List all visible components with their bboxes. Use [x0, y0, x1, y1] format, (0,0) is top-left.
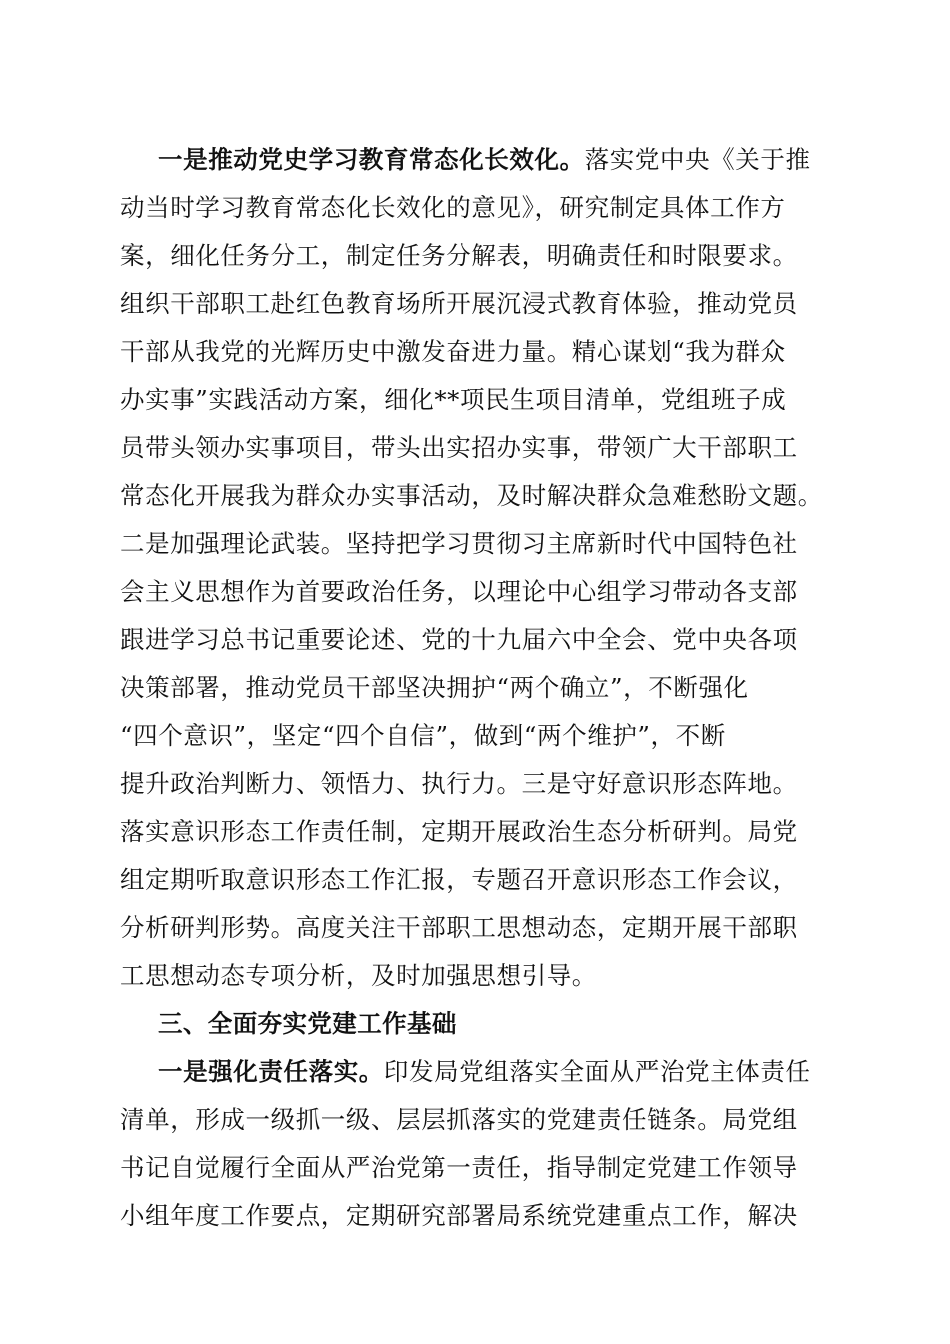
paragraph-1-line: 干部从我党的光辉历史中激发奋进力量。精心谋划“我为群众 [120, 337, 786, 366]
paragraph-1-line: 分析研判形势。高度关注干部职工思想动态，定期开展干部职 [120, 913, 798, 942]
paragraph-1-line-1 [158, 140, 870, 180]
paragraph-1-lead: 一是推动党史学习教育常态化长效化。 [158, 145, 585, 174]
paragraph-2-line: 清单，形成一级抓一级、层层抓落实的党建责任链条。局党组 [120, 1105, 798, 1134]
section-heading-3: 三、全面夯实党建工作基础 [158, 1009, 457, 1038]
paragraph-1-line: 组定期听取意识形态工作汇报，专题召开意识形态工作会议， [120, 865, 798, 894]
paragraph-1-line: 提升政治判断力、领悟力、执行力。三是守好意识形态阵地。 [120, 769, 798, 798]
paragraph-1-line: 常态化开展我为群众办实事活动，及时解决群众急难愁盼文题。 [120, 481, 823, 510]
paragraph-2-line-1 [158, 1052, 870, 1092]
paragraph-1-line: 动当时学习教育常态化长效化的意见》，研究制定具体工作方 [120, 193, 786, 222]
paragraph-1-line: 决策部署，推动党员干部坚决拥护“两个确立”，不断强化 [120, 673, 749, 702]
paragraph-1-line: 落实意识形态工作责任制，定期开展政治生态分析研判。局党 [120, 817, 798, 846]
paragraph-2-line: 书记自觉履行全面从严治党第一责任，指导制定党建工作领导 [120, 1153, 798, 1182]
paragraph-1-line: 员带头领办实事项目，带头出实招办实事，带领广大干部职工 [120, 433, 798, 462]
paragraph-1-line: “四个意识”，坚定“四个自信”，做到“两个维护”，不断 [120, 721, 726, 750]
paragraph-1-line: 案，细化任务分工，制定任务分解表，明确责任和时限要求。 [120, 241, 798, 270]
paragraph-1-line: 会主义思想作为首要政治任务，以理论中心组学习带动各支部 [120, 577, 798, 606]
paragraph-1-line-1-rest: 落实党中央《关于推 [584, 145, 811, 174]
paragraph-2-line-1-rest: 印发局党组落实全面从严治党主体责任 [383, 1057, 811, 1086]
paragraph-2-lead: 一是强化责任落实。 [158, 1057, 384, 1086]
paragraph-1-line: 组织干部职工赴红色教育场所开展沉浸式教育体验，推动党员 [120, 289, 798, 318]
paragraph-1-line: 办实事”实践活动方案，细化**项民生项目清单，党组班子成 [120, 385, 787, 414]
paragraph-1-line: 跟进学习总书记重要论述、党的十九届六中全会、党中央各项 [120, 625, 798, 654]
paragraph-2-line: 小组年度工作要点，定期研究部署局系统党建重点工作，解决 [120, 1201, 798, 1230]
paragraph-1-line: 二是加强理论武装。坚持把学习贯彻习主席新时代中国特色社 [120, 529, 798, 558]
paragraph-1-line: 工思想动态专项分析，及时加强思想引导。 [120, 961, 597, 990]
